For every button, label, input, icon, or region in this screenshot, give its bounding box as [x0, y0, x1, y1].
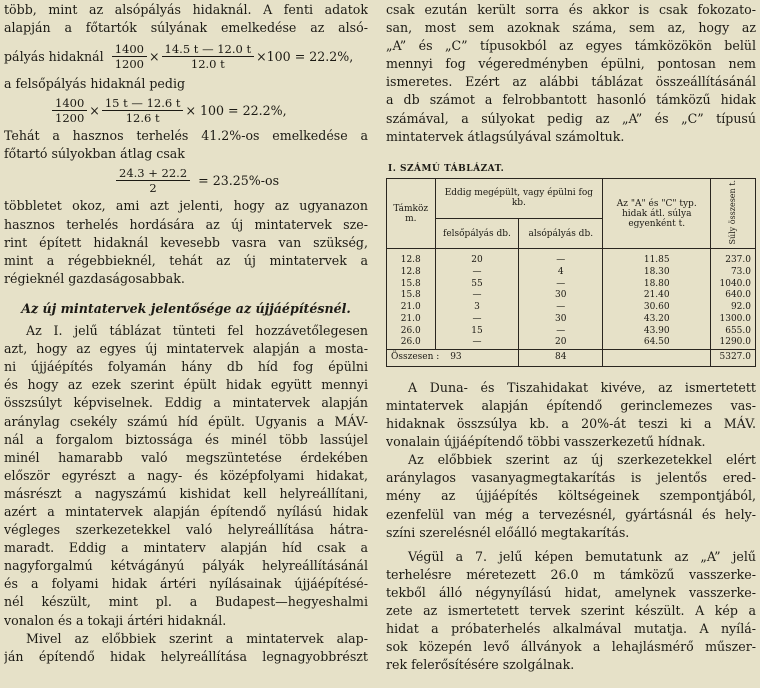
text-line: azért a mintatervek alapján építendő nyílású hidak [4, 503, 368, 519]
fraction [116, 166, 190, 195]
formula-result: ×100 = 22.2%, [256, 48, 354, 64]
text-line: „A” és „C” típusokból az egyes támközökön belül [386, 38, 756, 54]
text-line: sok közepén levő állványok a lehajlásmérő műszer- [386, 639, 756, 655]
table-row [387, 290, 756, 302]
fraction-denominator: 12.6 t [125, 110, 160, 125]
text-line: mint a régebbieknél, tehát az új mintatervek a [4, 252, 368, 268]
text-line: mintatervek alapján építendő gerinclemezes vas- [386, 398, 756, 413]
text-line: nál a forgalom biztossága és minél több lassújel [4, 431, 368, 447]
cell-unit-weight: 18.80 [603, 279, 711, 291]
cell-total-weight: 1040.0 [711, 279, 756, 291]
formula-label: pályás hidaknál [4, 48, 104, 64]
text-line: mény az újjáépítés költségeinek szempontjából, [386, 488, 756, 504]
total-label: Összesen : [391, 352, 440, 363]
table-row [387, 314, 756, 326]
total-empty [603, 349, 711, 366]
header-unit-weight: Az "A" és "C" typ. hidak átl. súlya egyenként t. [603, 178, 711, 249]
total-upper: 93 [450, 352, 462, 363]
text-line: Mivel az előbbiek szerint a mintatervek alap- [26, 630, 368, 646]
cell-total-weight: 1290.0 [711, 337, 756, 349]
cell-lower: 20 [519, 337, 603, 349]
table-row [387, 326, 756, 338]
fraction-denominator: 1200 [55, 110, 85, 125]
fraction [52, 96, 87, 125]
cell-lower: 30 [519, 314, 603, 326]
text-line: vonalon és a tokaji ártéri hidaknál. [4, 612, 227, 628]
cell-total-weight: 1300.0 [711, 314, 756, 326]
cell-total-weight: 92.0 [711, 302, 756, 314]
right-column [386, 0, 756, 674]
text-line: Az előbbiek szerint az új szerkezetekkel elért [408, 452, 756, 468]
table-row [387, 249, 756, 267]
multiply-sign: × [148, 48, 160, 64]
cell-lower: — [519, 249, 603, 267]
cell-span: 21.0 [387, 314, 436, 326]
cell-total-weight: 640.0 [711, 290, 756, 302]
cell-upper: — [435, 337, 519, 349]
header-lower-deck: alsópályás db. [519, 218, 603, 248]
text-line: ján építendő hidak helyreállítása legnagyobbrészt [4, 648, 368, 664]
text-line: tekből álló négynyílású hidat, amelynek vasszerke- [386, 584, 756, 600]
cell-unit-weight: 11.85 [603, 249, 711, 267]
text-line: terhelésre méretezett 26.0 m támközű vasszerke- [386, 566, 756, 582]
table-title: I. SZÁMÚ TÁBLÁZAT. [388, 163, 505, 174]
fraction-numerator: 1400 [112, 42, 147, 57]
cell-unit-weight: 43.20 [603, 314, 711, 326]
text-line: Végül a 7. jelű képen bemutatunk az „A” jelű [408, 548, 756, 564]
text-line: mennyi fog végeredményben épülni, pontosan nem [386, 56, 756, 72]
cell-lower: — [519, 279, 603, 291]
table-row [387, 337, 756, 349]
paragraph [386, 379, 756, 451]
text-line: számával, a súlyokat pedig az „A” és „C” típusú [386, 110, 756, 126]
paragraph [4, 322, 368, 630]
formula-result: = 23.25%-os [198, 172, 280, 188]
cell-upper: 3 [435, 302, 519, 314]
cell-unit-weight: 64.50 [603, 337, 711, 349]
text-line: hasznos terhelés hordására az új mintatervek sze- [4, 216, 368, 232]
cell-lower: — [519, 302, 603, 314]
text-line: azt, hogy az egyes új mintatervek alapján a mosta- [4, 341, 368, 357]
cell-lower: 30 [519, 290, 603, 302]
text-line: maradt. Eddig a mintaterv alapján híd csak a [4, 540, 368, 556]
cell-upper: 55 [435, 279, 519, 291]
total-weight: 5327.0 [711, 349, 756, 366]
paragraph [386, 548, 756, 675]
fraction [162, 42, 255, 71]
cell-span: 15.8 [387, 290, 436, 302]
text-line: főtartó súlyokban átlag csak [4, 146, 185, 162]
text-line: hidaknak összsúlya kb. a 20%-át teszi ki a MÁV. [386, 416, 756, 432]
section-heading: Az új mintatervek jelentősége az újjáépítésnél. [21, 300, 351, 316]
table-row [387, 279, 756, 291]
cell-unit-weight: 43.90 [603, 326, 711, 338]
text-line: mintatervek átlagsúlyával számoltuk. [386, 128, 625, 144]
cell-upper: 15 [435, 326, 519, 338]
formula-average [4, 163, 368, 197]
table-row [387, 267, 756, 279]
text-line: ismeretes. Ezért az alábbi táblázat összeállításánál [386, 74, 756, 90]
cell-total-weight: 73.0 [711, 267, 756, 279]
table-total-row [387, 349, 756, 366]
fraction-denominator: 12.0 t [190, 56, 225, 71]
data-table [386, 178, 756, 367]
text-line: csak ezután került sorra és akkor is csak fokozato- [386, 2, 756, 17]
text-line: hidat a próbaterhelés alkalmával mutatja. A nyílá- [386, 621, 756, 637]
fraction-denominator: 1200 [114, 56, 144, 71]
cell-span: 26.0 [387, 337, 436, 349]
text-line: alapján a főtartók súlyának emelkedése az alsó- [4, 20, 368, 36]
paragraph [4, 197, 368, 287]
cell-total-weight: 655.0 [711, 326, 756, 338]
text-line: aránylagos vasanyagmegtakarítás is jelentős ered- [386, 470, 756, 486]
fraction-numerator: 1400 [52, 96, 87, 111]
header-total-weight [711, 178, 756, 249]
text-line: a felsőpályás hidaknál pedig [4, 76, 186, 92]
text-line: rint épített hidaknál kevesebb vasra van szükség, [4, 234, 368, 250]
text-line: többletet okoz, ami azt jelenti, hogy az ugyanazon [4, 198, 368, 214]
multiply-sign: × [89, 102, 100, 118]
cell-upper: — [435, 290, 519, 302]
text-line: Tehát a hasznos terhelés 41.2%-os emelkedése a [4, 128, 368, 144]
text-line: vonalain újjáépítendő többi vasszerkezetű hídnak. [386, 434, 706, 450]
cell-unit-weight: 30.60 [603, 302, 711, 314]
paragraph [386, 451, 756, 541]
table-row [387, 302, 756, 314]
header-total-weight-label: Súly összesen t. [728, 179, 738, 245]
formula-result: × 100 = 22.2%, [185, 102, 287, 118]
text-line: zete az ismertetett tervek szerint készült. A kép a [386, 603, 756, 619]
text-line: nél készült, mint pl. a Budapest—hegyeshalmi [4, 594, 368, 610]
text-line: A Duna- és Tiszahidakat kivéve, az ismertetett [408, 379, 756, 395]
left-column [4, 0, 368, 666]
total-cell [387, 349, 519, 366]
cell-span: 15.8 [387, 279, 436, 291]
text-line: ni újjáépítés folyamán hány db híd fog épülni [4, 359, 368, 375]
text-line: először egyrészt a nagy- és középfolyami hidakat, [4, 467, 368, 483]
text-line: minél hamarabb való megszüntetése érdekében [4, 449, 368, 465]
cell-span: 21.0 [387, 302, 436, 314]
cell-span: 26.0 [387, 326, 436, 338]
text-line: Az I. jelű táblázat tünteti fel hozzávetőlegesen [26, 323, 368, 339]
text-line: színi szerelésnél előálló megtakarítás. [386, 524, 630, 540]
header-built: Eddig megépült, vagy épülni fog kb. [435, 178, 603, 218]
cell-span: 12.8 [387, 249, 436, 267]
text-line: másrészt a nagyszámú kishidat kell helyreállítani, [4, 485, 368, 501]
cell-upper: — [435, 314, 519, 326]
fraction-numerator: 15 t — 12.6 t [102, 96, 184, 111]
cell-lower: 4 [519, 267, 603, 279]
text-line: san, most sem azoknak száma, sem az, hogy az [386, 20, 756, 36]
text-line: végleges szerkezetekkel való helyreállítása hátra- [4, 522, 368, 538]
cell-total-weight: 237.0 [711, 249, 756, 267]
text-line: a db számot a felrobbantott hasonló támközű hidak [386, 92, 756, 108]
fraction-numerator: 24.3 + 22.2 [116, 166, 190, 181]
cell-lower: — [519, 326, 603, 338]
cell-upper: — [435, 267, 519, 279]
fraction-denominator: 2 [149, 180, 157, 195]
header-span: Támköz m. [387, 178, 436, 249]
text-line: és a folyami hidak ártéri nyílásainak újjáépítésé- [4, 576, 368, 592]
header-upper-deck: felsőpályás db. [435, 218, 519, 248]
text-line: több, mint az alsópályás hidaknál. A fenti adatok [4, 2, 368, 17]
cell-unit-weight: 18.30 [603, 267, 711, 279]
text-line: aránylag csekély számú híd épült. Ugyanis a MÁV- [4, 413, 368, 429]
cell-unit-weight: 21.40 [603, 290, 711, 302]
fraction-numerator: 14.5 t — 12.0 t [162, 42, 255, 57]
text-line: nagyforgalmú kétvágányú pályák helyreállításánál [4, 558, 368, 574]
total-lower: 84 [519, 349, 603, 366]
fraction [112, 42, 147, 71]
text-line: régieknél gazdaságosabbak. [4, 270, 185, 286]
text-line: és hogy az ezek szerint épült hidak együtt mennyi [4, 377, 368, 393]
text-line: összsúlyt képviselnek. Eddig a mintatervek alapján [4, 395, 368, 411]
paragraph [4, 630, 368, 666]
fraction [102, 96, 184, 125]
cell-upper: 20 [435, 249, 519, 267]
formula-lower-deck [4, 37, 368, 75]
text-line: ezenfelül van még a tervezésnél, gyártásnál és hely- [386, 506, 756, 522]
formula-upper-deck [4, 93, 368, 127]
paragraph [386, 1, 756, 146]
text-line: rek felerősítésére szolgálnak. [386, 657, 575, 673]
cell-span: 12.8 [387, 267, 436, 279]
